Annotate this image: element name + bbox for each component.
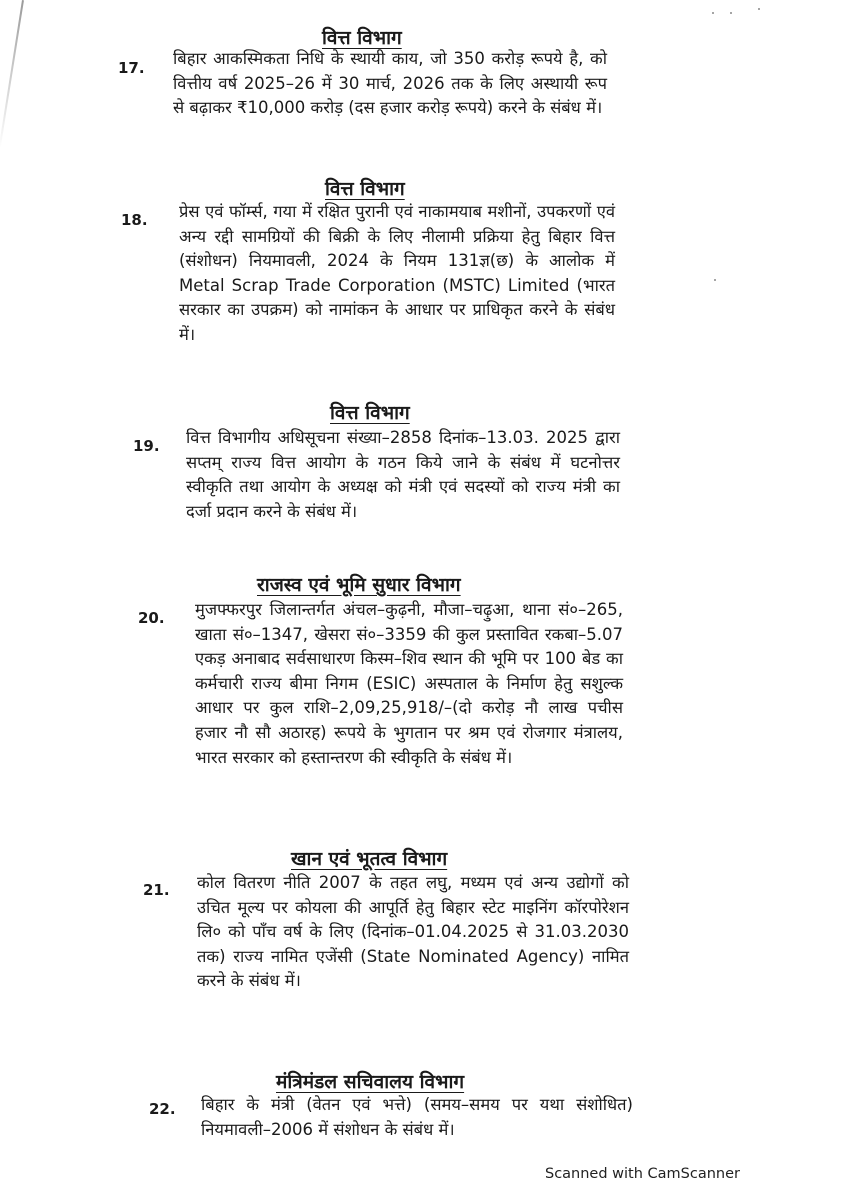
department-heading: मंत्रिमंडल सचिवालय विभाग — [276, 1071, 465, 1093]
item-text: मुजफ्फरपुर जिलान्तर्गत अंचल–कुढ़नी, मौजा–चढ़ुआ, थाना सं०–265, खाता सं०–1347, खेसरा सं०–3359 की कुल प्रस्तावित रकबा–5.07 एकड़ अनाबाद सर्वसाधारण किस्म–शिव स्थान की भूमि पर 100 बेड का कर्मचारी राज्य बीमा निगम (ESIC) अस्पताल के निर्माण हेतु सशुल्क आधार पर कुल राशि–2,09,25,918/–(दो करोड़ नौ लाख पचीस हजार नौ सौ अठारह) रूपये के भुगतान पर श्रम एवं रोजगार मंत्रालय, भारत सरकार को हस्तान्तरण की स्वीकृति के संबंध में। — [195, 600, 623, 767]
item-number: 20. — [138, 609, 165, 627]
department-heading: वित्त विभाग — [330, 402, 410, 424]
scanner-watermark: Scanned with CamScanner — [544, 1166, 740, 1182]
scan-edge-mark — [0, 0, 24, 148]
item-text: प्रेस एवं फॉर्म्स, गया में रक्षित पुरानी एवं नाकामयाब मशीनों, उपकरणों एवं अन्य रद्दी सामग्रियों की बिक्री के लिए नीलामी प्रक्रिया हेतु बिहार वित्त (संशोधन) नियमावली, 2024 के नियम 131ज्ञ(छ) के आलोक में Metal Scrap Trade Corporation (MSTC) Limited (भारत सरकार का उपक्रम) को नामांकन के आधार पर प्राधिकृत करने के संबंध में। — [179, 202, 615, 344]
department-heading: वित्त विभाग — [325, 178, 405, 200]
item-number: 21. — [143, 881, 170, 899]
scan-speck — [730, 12, 732, 14]
item-number: 22. — [149, 1100, 176, 1118]
item-number: 19. — [133, 437, 160, 455]
scan-speck — [758, 8, 760, 10]
scan-speck — [714, 279, 716, 281]
item-text: बिहार के मंत्री (वेतन एवं भत्ते) (समय–समय पर यथा संशोधित) नियमावली–2006 में संशोधन के संबंध में। — [201, 1095, 633, 1139]
department-heading: राजस्व एवं भूमि सुधार विभाग — [257, 574, 461, 596]
item-text: बिहार आकस्मिकता निधि के स्थायी काय, जो 350 करोड़ रूपये है, को वित्तीय वर्ष 2025–26 में 30 मार्च, 2026 तक के लिए अस्थायी रूप से बढ़ाकर ₹10,000 करोड़ (दस हजार करोड़ रूपये) करने के संबंध में। — [173, 49, 607, 118]
department-heading: खान एवं भूतत्व विभाग — [291, 848, 448, 870]
item-text: कोल वितरण नीति 2007 के तहत लघु, मध्यम एवं अन्य उद्योगों को उचित मूल्य पर कोयला की आपूर्ति हेतु बिहार स्टेट माइनिंग कॉरपोरेशन लि० को पाँच वर्ष के लिए (दिनांक–01.04.2025 से 31.03.2030 तक) राज्य नामित एजेंसी (State Nominated Agency) नामित करने के संबंध में। — [197, 873, 630, 991]
item-number: 17. — [118, 59, 145, 77]
item-number: 18. — [121, 211, 148, 229]
department-heading: वित्त विभाग — [322, 27, 402, 49]
scan-speck — [712, 12, 714, 14]
item-text: वित्त विभागीय अधिसूचना संख्या–2858 दिनांक–13.03. 2025 द्वारा सप्तम् राज्य वित्त आयोग के गठन किये जाने के संबंध में घटनोत्तर स्वीकृति तथा आयोग के अध्यक्ष को मंत्री एवं सदस्यों को राज्य मंत्री का दर्जा प्रदान करने के संबंध में। — [186, 428, 620, 521]
